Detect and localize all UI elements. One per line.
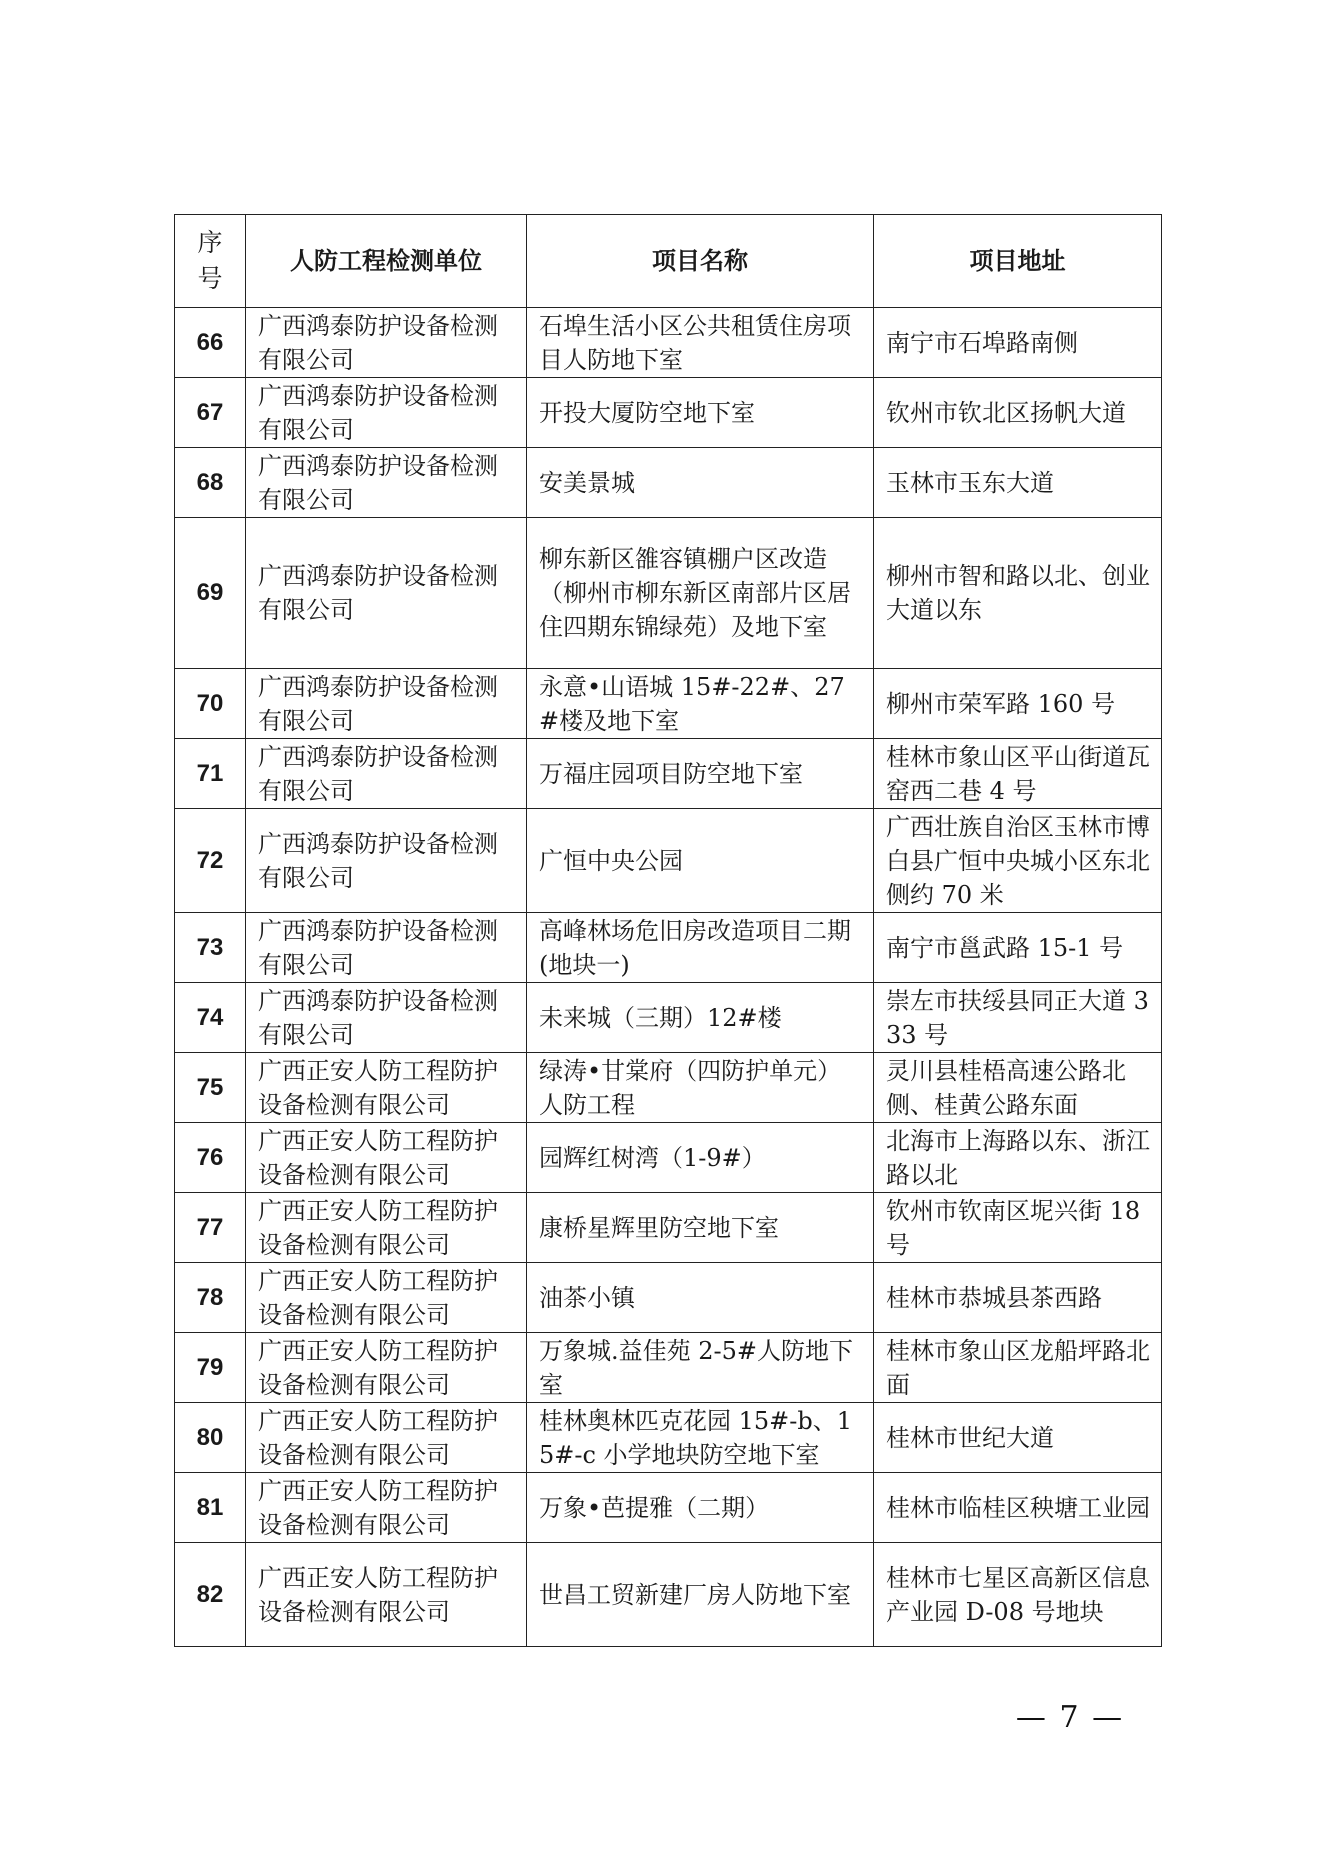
row-index: 76 <box>175 1123 246 1193</box>
row-project-name: 绿涛•甘棠府（四防护单元）人防工程 <box>527 1053 874 1123</box>
row-project-name: 桂林奥林匹克花园 15#-b、15#-c 小学地块防空地下室 <box>527 1403 874 1473</box>
row-unit: 广西鸿泰防护设备检测有限公司 <box>246 913 527 983</box>
row-index: 67 <box>175 378 246 448</box>
header-unit: 人防工程检测单位 <box>246 215 527 308</box>
table-row <box>175 1263 1162 1333</box>
row-unit: 广西正安人防工程防护设备检测有限公司 <box>246 1333 527 1403</box>
table-row <box>175 983 1162 1053</box>
table-row <box>175 518 1162 669</box>
table-row <box>175 809 1162 913</box>
header-project-name: 项目名称 <box>527 215 874 308</box>
inspection-project-table <box>174 214 1162 1647</box>
row-project-address: 桂林市七星区高新区信息产业园 D-08 号地块 <box>874 1543 1162 1647</box>
row-project-address: 灵川县桂梧高速公路北侧、桂黄公路东面 <box>874 1053 1162 1123</box>
row-project-address: 钦州市钦北区扬帆大道 <box>874 378 1162 448</box>
row-index: 73 <box>175 913 246 983</box>
table-row <box>175 1053 1162 1123</box>
row-unit: 广西鸿泰防护设备检测有限公司 <box>246 983 527 1053</box>
row-project-address: 桂林市恭城县茶西路 <box>874 1263 1162 1333</box>
row-index: 81 <box>175 1473 246 1543</box>
header-index-line2: 号 <box>197 264 223 293</box>
table-row <box>175 1543 1162 1647</box>
row-project-name: 安美景城 <box>527 448 874 518</box>
row-project-name: 永意•山语城 15#-22#、27#楼及地下室 <box>527 669 874 739</box>
row-project-name: 油茶小镇 <box>527 1263 874 1333</box>
row-project-name: 开投大厦防空地下室 <box>527 378 874 448</box>
row-unit: 广西鸿泰防护设备检测有限公司 <box>246 518 527 669</box>
row-project-address: 柳州市智和路以北、创业大道以东 <box>874 518 1162 669</box>
table-row <box>175 739 1162 809</box>
row-unit: 广西正安人防工程防护设备检测有限公司 <box>246 1403 527 1473</box>
row-index: 79 <box>175 1333 246 1403</box>
row-index: 80 <box>175 1403 246 1473</box>
row-unit: 广西正安人防工程防护设备检测有限公司 <box>246 1123 527 1193</box>
row-unit: 广西正安人防工程防护设备检测有限公司 <box>246 1543 527 1647</box>
row-index: 82 <box>175 1543 246 1647</box>
row-project-name: 世昌工贸新建厂房人防地下室 <box>527 1543 874 1647</box>
row-project-name: 未来城（三期）12#楼 <box>527 983 874 1053</box>
row-project-address: 桂林市象山区平山街道瓦窑西二巷 4 号 <box>874 739 1162 809</box>
table-row <box>175 378 1162 448</box>
row-project-name: 园辉红树湾（1-9#） <box>527 1123 874 1193</box>
row-project-address: 玉林市玉东大道 <box>874 448 1162 518</box>
row-unit: 广西鸿泰防护设备检测有限公司 <box>246 378 527 448</box>
table-row <box>175 1123 1162 1193</box>
table-row <box>175 1403 1162 1473</box>
row-unit: 广西正安人防工程防护设备检测有限公司 <box>246 1193 527 1263</box>
row-project-address: 柳州市荣军路 160 号 <box>874 669 1162 739</box>
row-project-address: 钦州市钦南区坭兴街 18 号 <box>874 1193 1162 1263</box>
row-index: 77 <box>175 1193 246 1263</box>
row-unit: 广西正安人防工程防护设备检测有限公司 <box>246 1263 527 1333</box>
row-project-name: 万福庄园项目防空地下室 <box>527 739 874 809</box>
table-header-row <box>175 215 1162 308</box>
row-index: 69 <box>175 518 246 669</box>
header-project-address: 项目地址 <box>874 215 1162 308</box>
row-project-name: 石埠生活小区公共租赁住房项目人防地下室 <box>527 308 874 378</box>
table-row <box>175 448 1162 518</box>
row-project-address: 北海市上海路以东、浙江路以北 <box>874 1123 1162 1193</box>
row-project-name: 柳东新区雒容镇棚户区改造（柳州市柳东新区南部片区居住四期东锦绿苑）及地下室 <box>527 518 874 669</box>
row-unit: 广西正安人防工程防护设备检测有限公司 <box>246 1473 527 1543</box>
row-project-address: 南宁市邕武路 15-1 号 <box>874 913 1162 983</box>
page-number: — 7 — <box>1015 1700 1125 1735</box>
header-index-line1: 序 <box>197 228 223 257</box>
row-project-address: 桂林市临桂区秧塘工业园 <box>874 1473 1162 1543</box>
row-index: 71 <box>175 739 246 809</box>
row-unit: 广西鸿泰防护设备检测有限公司 <box>246 739 527 809</box>
row-project-address: 桂林市象山区龙船坪路北面 <box>874 1333 1162 1403</box>
row-index: 66 <box>175 308 246 378</box>
table-row <box>175 669 1162 739</box>
row-index: 78 <box>175 1263 246 1333</box>
table-row <box>175 913 1162 983</box>
table-row <box>175 1333 1162 1403</box>
row-unit: 广西鸿泰防护设备检测有限公司 <box>246 448 527 518</box>
row-unit: 广西鸿泰防护设备检测有限公司 <box>246 308 527 378</box>
row-project-address: 广西壮族自治区玉林市博白县广恒中央城小区东北侧约 70 米 <box>874 809 1162 913</box>
row-project-name: 万象•芭提雅（二期） <box>527 1473 874 1543</box>
row-index: 74 <box>175 983 246 1053</box>
row-index: 72 <box>175 809 246 913</box>
table-row <box>175 308 1162 378</box>
row-index: 75 <box>175 1053 246 1123</box>
row-project-address: 崇左市扶绥县同正大道 333 号 <box>874 983 1162 1053</box>
row-unit: 广西鸿泰防护设备检测有限公司 <box>246 669 527 739</box>
row-project-name: 康桥星辉里防空地下室 <box>527 1193 874 1263</box>
row-unit: 广西正安人防工程防护设备检测有限公司 <box>246 1053 527 1123</box>
row-project-name: 高峰林场危旧房改造项目二期(地块一) <box>527 913 874 983</box>
row-unit: 广西鸿泰防护设备检测有限公司 <box>246 809 527 913</box>
table-row <box>175 1193 1162 1263</box>
table-row <box>175 1473 1162 1543</box>
row-project-address: 桂林市世纪大道 <box>874 1403 1162 1473</box>
row-project-address: 南宁市石埠路南侧 <box>874 308 1162 378</box>
header-index <box>175 215 246 308</box>
row-project-name: 万象城.益佳苑 2-5#人防地下室 <box>527 1333 874 1403</box>
row-index: 68 <box>175 448 246 518</box>
row-project-name: 广恒中央公园 <box>527 809 874 913</box>
row-index: 70 <box>175 669 246 739</box>
